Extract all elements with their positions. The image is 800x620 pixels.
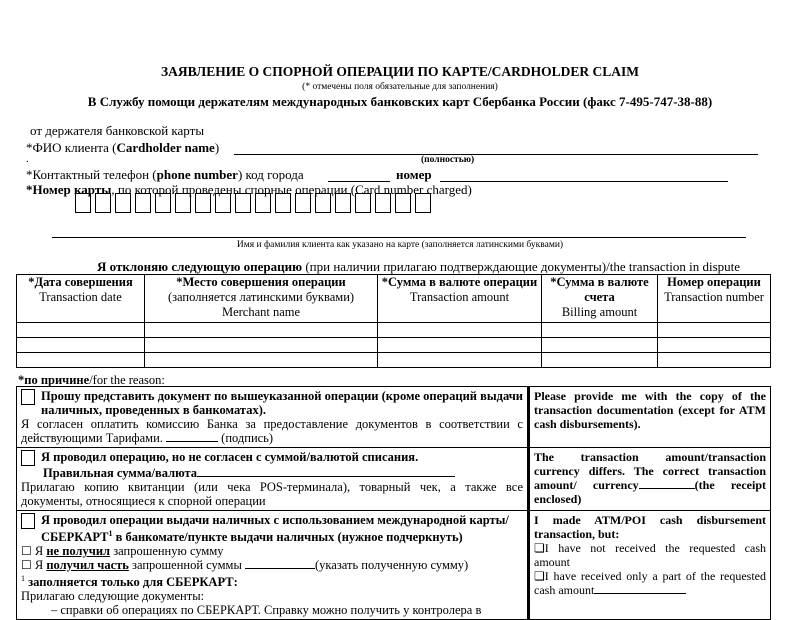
name-label — [26, 140, 219, 156]
phone-number-label: номер — [396, 167, 432, 182]
header-date: *Дата совершения Transaction date — [17, 275, 145, 323]
reason-3-en-title: I made ATM/POI cash disbursement transaction, but: — [534, 513, 766, 541]
reason-3-cut-line: – справки об операциях по СБЕРКАРТ. Справку можно получить у контролера в — [51, 603, 482, 618]
header-merchant: *Место совершения операции (заполняется латинскими буквами) Merchant name — [145, 275, 378, 323]
reason-1-checkbox[interactable] — [21, 389, 35, 405]
reason-3-attach: Прилагаю следующие документы: — [21, 589, 205, 604]
reason-3-option-1[interactable]: ☐ Я не получил запрошенную сумму — [21, 544, 224, 559]
dispute-intro-bold: Я отклоняю следующую операцию — [97, 259, 303, 274]
card-digit-box[interactable] — [375, 193, 391, 213]
name-label-en: Cardholder name — [116, 140, 215, 155]
reason-row-amount — [17, 448, 771, 511]
phone-number-field[interactable] — [440, 181, 728, 182]
reason-2-en: The transaction amount/transaction currency differs. The correct transaction amount/ currency (the receipt enclosed) — [529, 448, 771, 511]
header-tx-amount: *Сумма в валюте операции Transaction amount — [378, 275, 542, 323]
embossed-name-note: Имя и фамилия клиента как указано на карте (заполняется латинскими буквами) — [236, 240, 564, 250]
required-note: (* отмечены поля обязательные для заполнения) — [302, 82, 498, 92]
reason-3-en — [529, 511, 771, 620]
card-digit-box[interactable] — [195, 193, 211, 213]
table-row[interactable] — [17, 323, 771, 338]
reason-row-documents — [17, 387, 771, 448]
form-title: ЗАЯВЛЕНИЕ О СПОРНОЙ ОПЕРАЦИИ ПО КАРТЕ/CARDHOLDER CLAIM — [161, 64, 639, 79]
name-field[interactable] — [234, 154, 758, 155]
reason-3-en-opt1[interactable]: ❏I have not received the requested cash amount — [534, 541, 766, 569]
card-digit-box[interactable] — [95, 193, 111, 213]
reason-label-bold: *по причине — [18, 373, 90, 387]
table-row[interactable] — [17, 338, 771, 353]
bullet-dot: . — [26, 153, 29, 165]
card-digit-box[interactable] — [415, 193, 431, 213]
signature-label: (подпись) — [221, 431, 274, 445]
reason-2-text: Я проводил операцию, но не согласен с суммой/валютой списания. — [41, 450, 419, 464]
reasons-table — [16, 386, 771, 620]
card-digit-box[interactable] — [115, 193, 131, 213]
reason-2-main — [21, 450, 523, 466]
dispute-intro-rest: (при наличии прилагаю подтверждающие документы)/the transaction in dispute — [302, 259, 741, 274]
name-label-ru: *ФИО клиента ( — [26, 140, 117, 155]
card-number-label-rest: , по которой проведены спорные операции (Card number charged) — [111, 182, 472, 197]
card-digit-box[interactable] — [175, 193, 191, 213]
card-digit-box[interactable] — [315, 193, 331, 213]
reason-3-main — [21, 513, 523, 544]
correct-amount-en-field[interactable] — [639, 488, 695, 489]
card-digit-box[interactable] — [395, 193, 411, 213]
card-digit-box[interactable] — [135, 193, 151, 213]
card-digit-box[interactable] — [295, 193, 311, 213]
embossed-name-field[interactable] — [52, 237, 746, 238]
reason-3-footnote: $^1$ заполняется только для СБЕРКАРТ: — [21, 574, 238, 590]
reason-label-en: /for the reason: — [89, 373, 165, 387]
card-digit-box[interactable] — [155, 193, 171, 213]
reason-3-checkbox[interactable] — [21, 513, 35, 529]
header-tx-number: Номер операции Transaction number — [658, 275, 771, 323]
addressee: В Службу помощи держателям международных банковских карт Сбербанка России (факс 7-495-747-38-88) — [87, 94, 713, 109]
card-number-label-bold: *Номер карты — [26, 182, 112, 197]
received-amount-en-field[interactable] — [594, 593, 686, 594]
correct-amount-field[interactable] — [197, 476, 455, 477]
reason-3-text: Я проводил операции выдачи наличных с использованием международной карты/ СБЕРКАРТ$^1$ в банкомате/пункте выдачи наличных (нужное подчеркнуть) — [41, 513, 509, 545]
name-label-close: ) — [214, 140, 220, 155]
phone-label-code: ) код города — [237, 167, 304, 182]
reason-3-en-opt2[interactable]: ❏I have received only a part of the requested cash amount — [534, 569, 766, 597]
reason-2-correct-sum: Правильная сумма/валюта — [21, 466, 523, 480]
card-digit-box[interactable] — [235, 193, 251, 213]
phone-label — [26, 167, 304, 183]
card-digit-box[interactable] — [75, 193, 91, 213]
reason-1-fee-note: Я согласен оплатить комиссию Банка за предоставление документов в соответствии с действующими Тарифами. (подпись) — [21, 417, 523, 445]
dispute-intro — [97, 259, 740, 275]
full-name-note: (полностью) — [421, 155, 475, 165]
card-digit-box[interactable] — [255, 193, 271, 213]
phone-label-en: phone number — [156, 167, 238, 182]
reason-1-main — [21, 389, 523, 417]
header-billing-amount: *Сумма в валюте счета Billing amount — [542, 275, 658, 323]
reason-1-en: Please provide me with the copy of the transaction documentation (except for ATM cash disbursements). — [529, 387, 771, 448]
reason-1-text: Прошу представить документ по вышеуказанной операции (кроме операций выдачи наличных, проведенных в банкоматах). — [41, 389, 523, 417]
from-holder-label: от держателя банковской карты — [30, 123, 205, 138]
phone-label-ru: *Контактный телефон ( — [26, 167, 157, 182]
reason-row-atm — [17, 511, 771, 620]
received-amount-field[interactable] — [245, 568, 315, 569]
card-digit-box[interactable] — [215, 193, 231, 213]
reason-2-note: Прилагаю копию квитанции (или чека POS-терминала), товарный чек, а также все документы, относящиеся к спорной операции — [21, 480, 523, 508]
table-header-row — [17, 275, 771, 323]
card-digit-box[interactable] — [355, 193, 371, 213]
reason-3-option-2[interactable]: ☐ Я получил часть запрошенной суммы (указать полученную сумму) — [21, 558, 469, 573]
card-digit-box[interactable] — [275, 193, 291, 213]
reason-2-checkbox[interactable] — [21, 450, 35, 466]
table-row[interactable] — [17, 353, 771, 368]
transaction-table — [16, 274, 771, 368]
signature-field[interactable] — [166, 441, 218, 442]
card-digit-box[interactable] — [335, 193, 351, 213]
